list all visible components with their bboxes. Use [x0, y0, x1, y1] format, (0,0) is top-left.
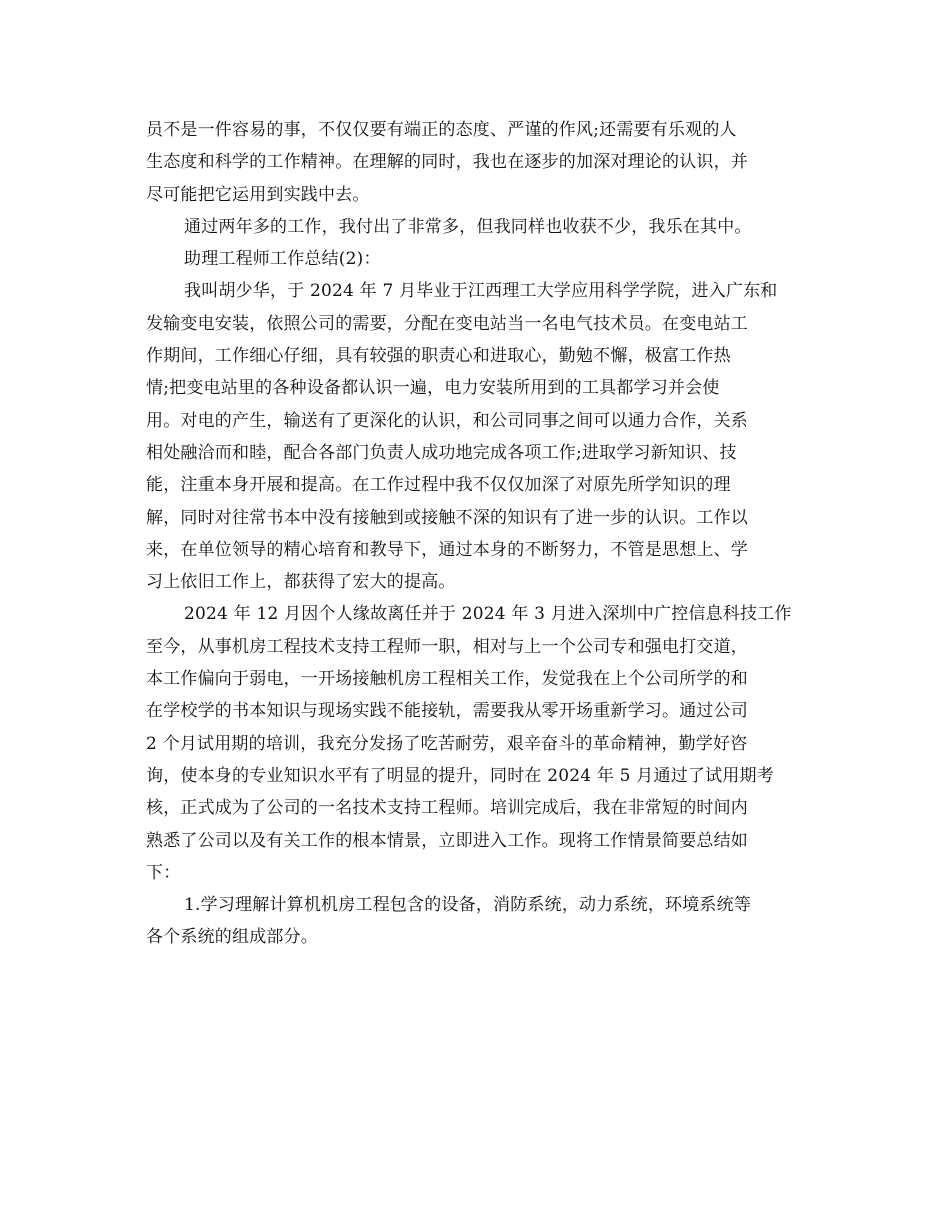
text-line: 员不是一件容易的事，不仅仅要有端正的态度、严谨的作风;还需要有乐观的人: [146, 120, 737, 140]
text-line: 在学校学的书本知识与现场实践不能接轨，需要我从零开场重新学习。通过公司: [146, 701, 748, 722]
text-line: 熟悉了公司以及有关工作的根本情景，立即进入工作。现将工作情景简要总结如: [146, 830, 748, 851]
text-line: 2024 年 12 月因个人缘故离任并于 2024 年 3 月进入深圳中广控信息科技工作: [184, 604, 792, 625]
text-line: 下：: [146, 862, 181, 883]
text-line: 至今，从事机房工程技术支持工程师一职，相对与上一个公司专和强电打交道，: [146, 636, 748, 657]
text-line: 各个系统的组成部分。: [146, 927, 318, 948]
text-line: 解，同时对往常书本中没有接触到或接触不深的知识有了进一步的认识。工作以: [146, 507, 748, 528]
text-line: 情;把变电站里的各种设备都认识一遍，电力安装所用到的工具都学习并会使: [146, 378, 720, 399]
text-line: 生态度和科学的工作精神。在理解的同时，我也在逐步的加深对理论的认识，并: [146, 152, 748, 173]
text-line: 来，在单位领导的精心培育和教导下，通过本身的不断努力，不管是思想上、学: [146, 539, 748, 560]
text-line: 习上依旧工作上，都获得了宏大的提高。: [146, 572, 456, 593]
text-line: 本工作偏向于弱电，一开场接触机房工程相关工作，发觉我在上个公司所学的和: [146, 669, 748, 690]
text-line: 核，正式成为了公司的一名技术支持工程师。培训完成后，我在非常短的时间内: [146, 798, 748, 819]
text-line: 相处融洽而和睦，配合各部门负责人成功地完成各项工作;进取学习新知识、技: [146, 442, 737, 463]
text-line: 能，注重本身开展和提高。在工作过程中我不仅仅加深了对原先所学知识的理: [146, 475, 731, 496]
text-line: 发输变电安装，依照公司的需要，分配在变电站当一名电气技术员。在变电站工: [146, 313, 748, 334]
text-line: 1.学习理解计算机机房工程包含的设备，消防系统，动力系统，环境系统等: [184, 895, 752, 916]
text-line: 询，使本身的专业知识水平有了明显的提升，同时在 2024 年 5 月通过了试用期考: [146, 765, 774, 786]
text-line: 用。对电的产生，输送有了更深化的认识，和公司同事之间可以通力合作，关系: [146, 410, 748, 431]
text-line: 尽可能把它运用到实践中去。: [146, 184, 370, 205]
text-line: 通过两年多的工作，我付出了非常多，但我同样也收获不少，我乐在其中。: [184, 216, 752, 237]
text-line: 助理工程师工作总结(2)：: [184, 249, 381, 270]
text-line: 作期间，工作细心仔细，具有较强的职责心和进取心，勤勉不懈，极富工作热: [146, 346, 731, 367]
text-line: 我叫胡少华，于 2024 年 7 月毕业于江西理工大学应用科学学院，进入广东和: [184, 281, 778, 302]
document-body: [146, 114, 806, 954]
text-line: 2 个月试用期的培训，我充分发扬了吃苦耐劳，艰辛奋斗的革命精神，勤学好咨: [146, 733, 748, 754]
